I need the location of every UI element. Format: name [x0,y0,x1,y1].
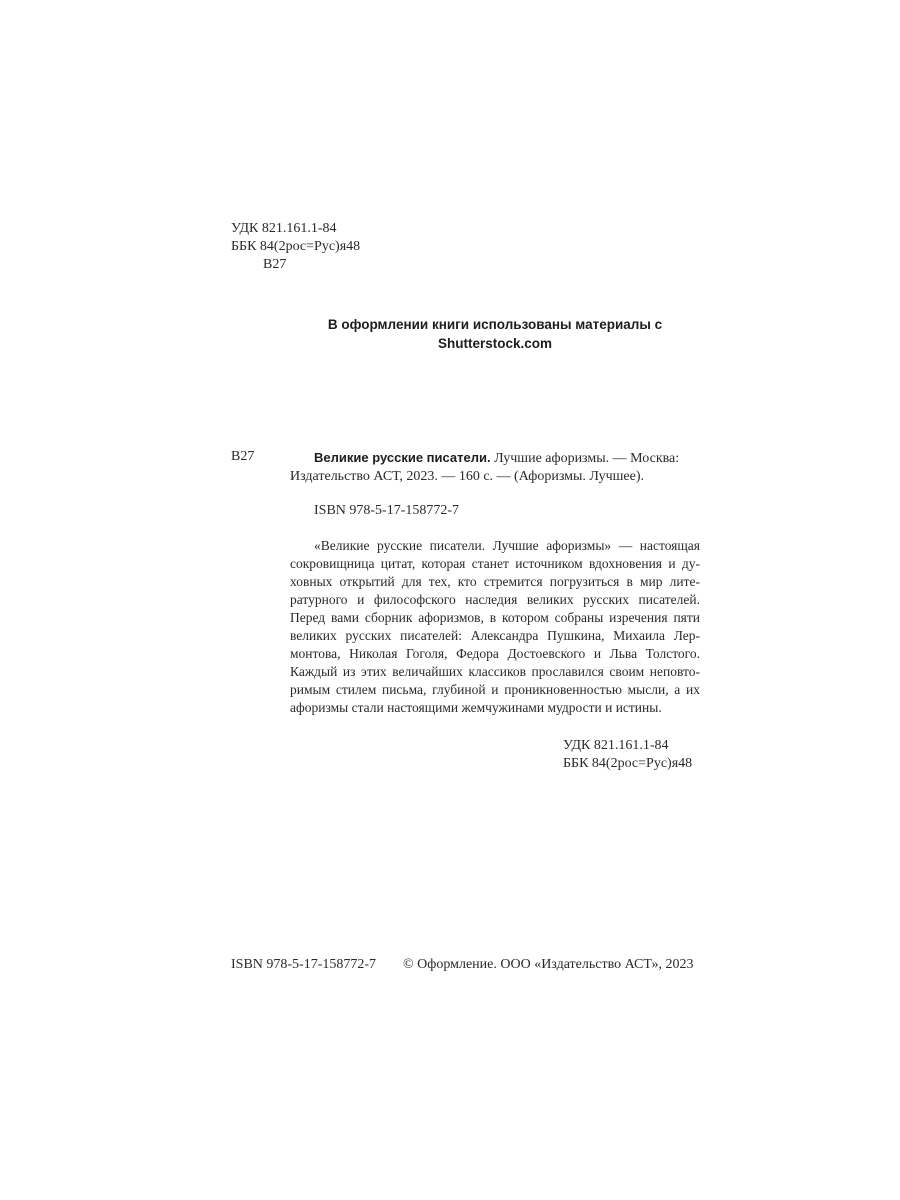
record-line-1 [290,449,700,468]
annotation-line: сокровищница цитат, которая станет источником вдохновения и ду- [290,556,700,571]
bbk-code: ББК 84(2рос=Рус)я48 [231,239,361,254]
annotation-line: великих русских писателей: Александра Пушкина, Михаила Лер- [290,628,700,643]
classification-block-top [231,220,360,274]
bibliographic-record [290,449,700,486]
annotation-line: Перед вами сборник афоризмов, в котором собраны изречения пяти [290,610,700,625]
annotation-paragraph [290,537,700,717]
footer-copyright: © Оформление. ООО «Издательство АСТ», 2023 [403,957,694,972]
book-title: Великие русские писатели. [314,450,491,465]
credits-line-1: В оформлении книги использованы материалы с [327,317,663,332]
author-mark: В27 [263,257,287,272]
annotation-line: «Великие русские писатели. Лучшие афоризмы» — настоящая [314,538,700,553]
record-line-2: Издательство АСТ, 2023. — 160 с. — (Афоризмы. Лучшее). [290,469,644,484]
record-isbn: ISBN 978-5-17-158772-7 [314,503,460,518]
image-credits-note [300,315,690,353]
annotation-line: ратурного и философского наследия великих русских писателей. [290,592,700,607]
annotation-line: монтова, Николая Гоголя, Федора Достоевского и Льва Толстого. [290,646,700,661]
annotation-line: афоризмы стали настоящими жемчужинами мудрости и истины. [290,700,662,715]
record-author-mark: В27 [231,449,255,464]
udk-code: УДК 821.161.1-84 [231,221,337,236]
classification-block-bottom [563,737,692,773]
bbk-code-bottom: ББК 84(2рос=Рус)я48 [563,756,693,771]
udk-code-bottom: УДК 821.161.1-84 [563,738,669,753]
annotation-line: Каждый из этих величайших классиков прославился своим неповто- [290,664,700,679]
annotation-line: ховных открытий для тех, кто стремится погрузиться в мир лите- [290,574,700,589]
credits-line-2: Shutterstock.com [437,336,553,351]
record-line-1-rest: Лучшие афоризмы. — Москва: [490,451,680,466]
annotation-line: римым стилем письма, глубиной и проникновенностью мысли, а их [290,682,700,697]
footer-isbn: ISBN 978-5-17-158772-7 [231,957,377,972]
